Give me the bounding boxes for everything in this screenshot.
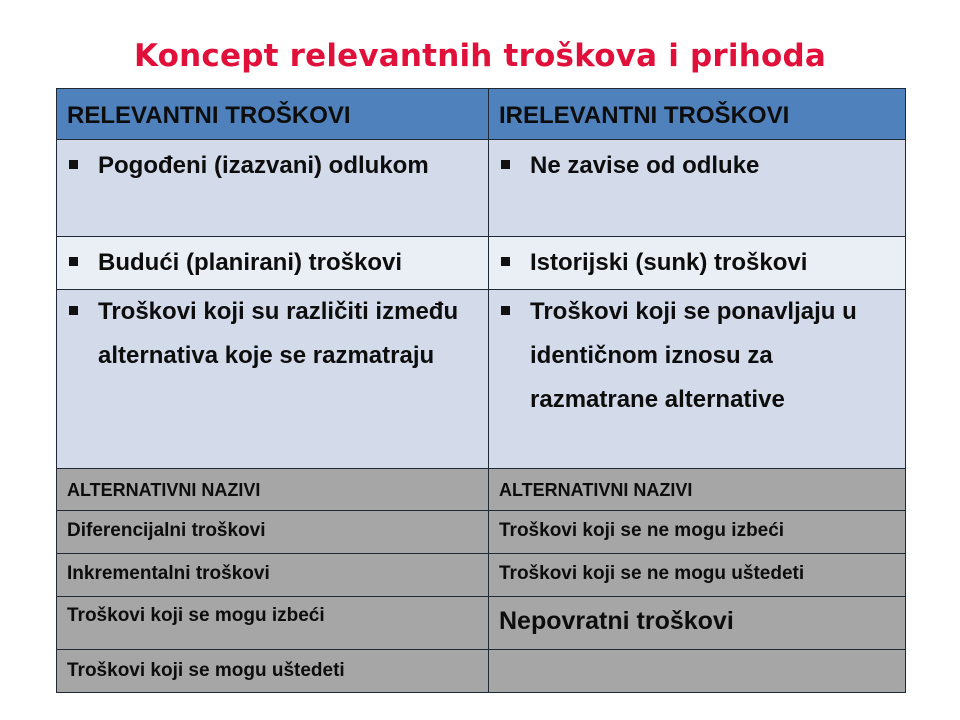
cost-concept-table <box>56 88 906 693</box>
table-header-row <box>57 89 906 140</box>
table-row <box>57 597 906 650</box>
table-cell <box>489 140 906 237</box>
alt-header-label: ALTERNATIVNI NAZIVI <box>67 480 261 500</box>
cell-text: Budući (planirani) troškovi <box>98 249 403 276</box>
cell-text: Diferencijalni troškovi <box>67 520 266 541</box>
cell-text: Ne zavise od odluke <box>530 152 760 179</box>
bullet-square-icon <box>501 306 510 315</box>
table-cell <box>489 554 906 597</box>
table-row <box>57 290 906 469</box>
bullet-square-icon <box>501 257 510 266</box>
table-cell <box>57 140 489 237</box>
table-cell <box>57 650 489 693</box>
header-cell-irrelevant <box>489 89 906 140</box>
table-cell <box>489 290 906 469</box>
alt-names-header-row <box>57 469 906 511</box>
table-cell <box>489 469 906 511</box>
cell-text <box>489 650 905 660</box>
header-relevant-label: RELEVANTNI TROŠKOVI <box>67 102 351 129</box>
cell-text: Troškovi koji se mogu uštedeti <box>67 660 345 681</box>
cell-text: Troškovi koji se ne mogu izbeći <box>499 520 785 541</box>
cell-text: Troškovi koji su različiti između alternativa koje se razmatraju <box>98 298 459 369</box>
header-irrelevant-label: IRELEVANTNI TROŠKOVI <box>499 102 790 129</box>
table-cell <box>489 511 906 554</box>
table-cell <box>57 469 489 511</box>
table-cell <box>57 237 489 290</box>
cell-text: Nepovratni troškovi <box>499 607 734 635</box>
table-cell <box>57 597 489 650</box>
table-cell <box>57 554 489 597</box>
bullet-square-icon <box>69 306 78 315</box>
bullet-square-icon <box>69 257 78 266</box>
header-cell-relevant <box>57 89 489 140</box>
table-row <box>57 554 906 597</box>
slide-title: Koncept relevantnih troškova i prihoda <box>133 38 827 74</box>
table-row <box>57 140 906 237</box>
cell-text: Troškovi koji se ponavljaju u identičnom iznosu za razmatrane alternative <box>530 298 857 413</box>
alt-header-label: ALTERNATIVNI NAZIVI <box>499 480 693 500</box>
table-row <box>57 511 906 554</box>
cell-text: Istorijski (sunk) troškovi <box>530 249 808 276</box>
cell-text: Inkrementalni troškovi <box>67 563 270 584</box>
table-cell <box>57 290 489 469</box>
table-cell <box>57 511 489 554</box>
cell-text: Troškovi koji se ne mogu uštedeti <box>499 563 805 584</box>
table-cell <box>489 597 906 650</box>
cell-text: Troškovi koji se mogu izbeći <box>67 605 325 626</box>
table-row <box>57 650 906 693</box>
bullet-square-icon <box>501 160 510 169</box>
cell-text: Pogođeni (izazvani) odlukom <box>98 152 429 179</box>
table-row <box>57 237 906 290</box>
bullet-square-icon <box>69 160 78 169</box>
table-cell <box>489 650 906 693</box>
table-cell <box>489 237 906 290</box>
